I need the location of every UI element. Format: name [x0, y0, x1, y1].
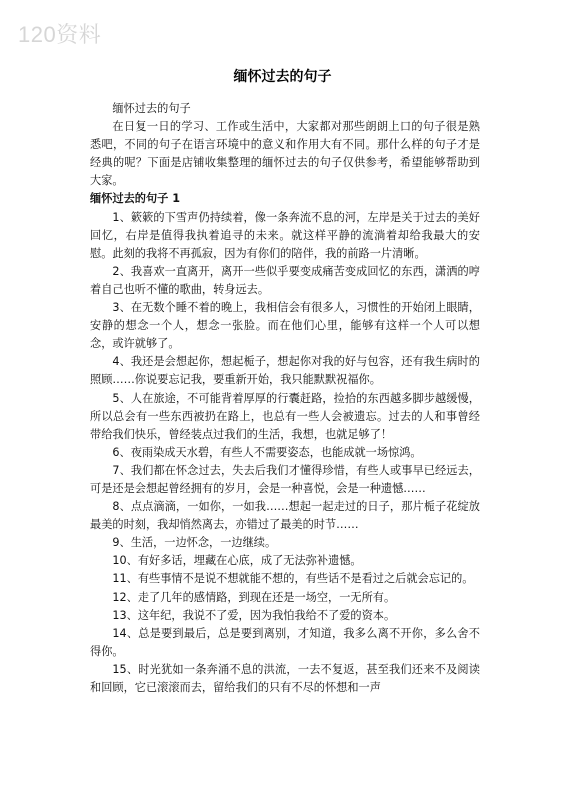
list-item: 5、人在旅途，不可能背着厚厚的行囊赶路，捡拾的东西越多脚步越缓慢，所以总会有一些东西被扔在路上，也总有一些人会被遗忘。过去的人和事曾经带给我们快乐，曾经装点过我们的生活，我想，也就足够了！: [90, 391, 480, 441]
list-item: 3、在无数个睡不着的晚上，我相信会有很多人，习惯性的开始闭上眼睛，安静的想念一个人，想念一张脸。而在他们心里，能够有这样一个人可以想念，或许就够了。: [90, 301, 480, 351]
list-item: 9、生活，一边怀念，一边继续。: [112, 536, 277, 550]
list-item: 14、总是要到最后，总是要到离别，才知道，我多么离不开你，多么舍不得你。: [90, 626, 480, 658]
section-heading: 缅怀过去的句子 1: [90, 192, 180, 206]
list-item: 6、夜雨染成天水碧，有些人不需要姿态，也能成就一场惊鸿。: [112, 445, 422, 459]
intro-paragraph: 在日复一日的学习、工作或生活中，大家都对那些朗朗上口的句子很是熟悉吧，不同的句子在语言环境中的意义和作用大有不同。那什么样的句子才是经典的呢？下面是店铺收集整理的缅怀过去的句子仅供参考，希望能够帮助到大家。: [90, 120, 480, 188]
list-item: 11、有些事情不是说不想就能不想的，有些话不是看过之后就会忘记的。: [112, 572, 474, 586]
page-title: 缅怀过去的句子: [233, 69, 332, 85]
subtitle: 缅怀过去的句子: [112, 102, 191, 115]
list-item: 1、簌簌的下雪声仍持续着，像一条奔流不息的河，左岸是关于过去的美好回忆，右岸是值得我执着追寻的未来。就这样平静的流淌着却给我最大的安慰。此刻的我将不再孤寂，因为有你们的陪伴，我的前路一片清晰。: [90, 210, 480, 260]
list-item: 4、我还是会想起你，想起栀子，想起你对我的好与包容，还有我生病时的照顾……你说要忘记我，要重新开始，我只能默默祝福你。: [90, 355, 480, 387]
list-item: 7、我们都在怀念过去，失去后我们才懂得珍惜，有些人或事早已经远去，可是还是会想起曾经拥有的岁月，会是一种喜悦，会是一种遗憾……: [90, 463, 480, 495]
list-item: 12、走了几年的感情路，到现在还是一场空，一无所有。: [112, 590, 396, 604]
watermark: 120资料: [18, 22, 102, 47]
list-item: 15、时光犹如一条奔涌不息的洪流，一去不复返，甚至我们还来不及阅读和回顾，它已滚滚而去，留给我们的只有不尽的怀想和一声: [90, 662, 480, 694]
document-body: [90, 100, 480, 697]
list-item: 8、点点滴滴，一如你，一如我……想起一起走过的日子，那片栀子花绽放最美的时刻，我却悄然离去，亦错过了最美的时节……: [90, 500, 480, 532]
list-item: 13、这年纪，我说不了爱，因为我怕我给不了爱的资本。: [112, 608, 396, 622]
list-item: 10、有好多话，埋藏在心底，成了无法弥补遗憾。: [112, 554, 362, 568]
list-item: 2、我喜欢一直离开，离开一些似乎要变成痛苦变成回忆的东西，潇洒的哼着自己也听不懂的歌曲，转身远去。: [90, 264, 480, 296]
